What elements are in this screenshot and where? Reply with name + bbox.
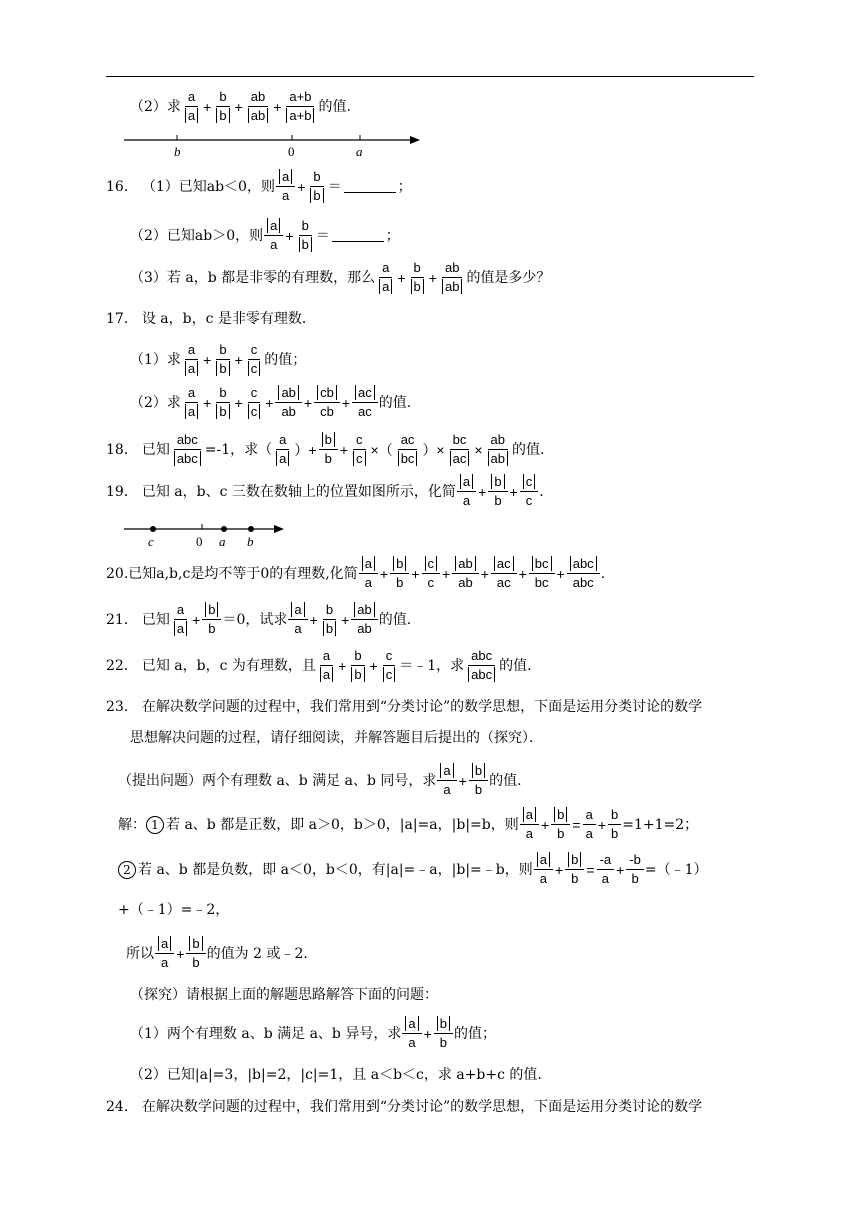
numline2-label-a: a — [219, 534, 226, 549]
answer-blank[interactable] — [332, 229, 384, 242]
fraction: $\frac{ab}{ab}$ — [245, 90, 271, 123]
q17-p1-prefix: （1）求 — [130, 351, 181, 368]
q19: 19． 已知 a，b、c 三数在数轴上的位置如图所示，化简 a a + $\frac{b}{b}$ + $\frac{c}{c}$ . — [106, 474, 544, 508]
q22-prefix: 已知 a，b，c 为有理数，且 — [141, 657, 316, 674]
circled-number: 2 — [118, 861, 136, 879]
q23-e2-text: （2）已知|a|=3，|b|=2，|c|=1，且 a＜b＜c，求 a+b+c 的值. — [130, 1067, 542, 1083]
q23-solution-1: 解： 1 若 a、b 都是正数，即 a＞0，b＞0，|a|=a，|b|=b，则 a a + $\frac{b}{b}$ = $\frac{a}{a}$ + $\frac{b}{b}$ =1+1=2； — [118, 807, 699, 841]
q17-p1-suffix: 的值； — [264, 351, 307, 368]
q15-part2: （2）求 a a + $\frac{b}{b}$ + $\frac{ab}{ab}$ + $\frac{a+b}{a+b}$ 的值. — [130, 89, 351, 123]
numline1-label-0: 0 — [288, 144, 295, 159]
fraction: $\frac{b}{b}$ — [213, 343, 232, 376]
q17-stem — [106, 312, 316, 326]
q22: 22． 已知 a，b，c 为有理数，且 a a + $\frac{b}{b}$ + $\frac{c}{c}$ ＝﹣1，求 abc abc 的值. — [106, 648, 532, 682]
q16-p3-prefix: （3）若 a，b 都是非零的有理数，那么 — [130, 269, 376, 286]
fraction: $\frac{b}{b}$ — [348, 649, 367, 682]
q16-p3-suffix: 的值是多少？ — [466, 269, 551, 286]
q15-part2-prefix: （2）求 — [130, 98, 181, 115]
fraction: $\frac{ab}{ab}$ — [275, 386, 301, 419]
q23-number: 23． — [106, 699, 138, 715]
fraction: a a — [457, 475, 476, 508]
q17-part1: （1）求 a a + $\frac{b}{b}$ + $\frac{c}{c}$ 的值； — [130, 342, 307, 376]
fraction: $\frac{cb}{cb}$ — [314, 386, 340, 419]
fraction: $\frac{c}{c}$ — [520, 475, 539, 508]
fraction: a a — [182, 343, 201, 376]
fraction: $\frac{c}{c}$ — [380, 649, 399, 682]
number-line-2 — [120, 520, 290, 550]
q23-ask-prefix: （提出问题）两个有理数 a、b 满足 a、b 同号，求 — [118, 772, 437, 789]
q23-text-2: 思想解决问题的过程，请仔细阅读，并解答题目后提出的（探究）． — [130, 730, 543, 746]
q22-suffix: 的值. — [499, 657, 532, 674]
numline1-label-b: b — [174, 144, 181, 159]
fraction: a a — [182, 90, 201, 123]
fraction: $\frac{b}{b}$ — [408, 261, 427, 294]
q17-p2-suffix: 的值. — [378, 394, 412, 411]
fraction: a a — [359, 557, 378, 590]
fraction: $\frac{b}{b}$ — [319, 433, 338, 466]
fraction: ac bc — [395, 433, 421, 466]
header-rule — [106, 76, 754, 77]
q16-part1: 16． （1）已知 ab＜0，则 a a + $\frac{b}{b}$ ＝ ； — [106, 169, 412, 203]
q20: 20. 已知a,b,c是均不等于0的有理数,化简 a a + $\frac{b}{b}$ + $\frac{c}{c}$ + $\frac{ab}{ab}$ + $\frac{ac}{ac}$ + $\frac{bc}{bc}$ + abc abc . — [106, 556, 606, 590]
q19-number: 19． — [106, 483, 138, 500]
fraction: $\frac{a}{a}$ — [583, 808, 596, 841]
q18-prefix: 已知 — [141, 441, 170, 458]
q20-number: 20. — [106, 565, 129, 582]
answer-blank[interactable] — [344, 180, 396, 193]
fraction: $\frac{ac}{ac}$ — [491, 557, 517, 590]
fraction: $\frac{b}{b}$ — [202, 603, 221, 636]
fraction: a a — [288, 603, 307, 636]
fraction: $\frac{b}{b}$ — [296, 219, 315, 252]
fraction: a a — [264, 219, 283, 252]
fraction: $\frac{c}{c}$ — [422, 557, 441, 590]
q19-text: 已知 a，b、c 三数在数轴上的位置如图所示，化简 — [141, 483, 456, 500]
q17-number: 17． — [106, 311, 138, 327]
q23-solution-2-cont — [118, 903, 229, 917]
equals: ＝ — [315, 227, 330, 244]
q21: 21． 已知 a a + $\frac{b}{b}$ ＝0，试求 a a + $\frac{b}{b}$ + $\frac{ab}{ab}$ 的值. — [106, 602, 412, 636]
fraction: $\frac{b}{b}$ — [390, 557, 409, 590]
q16-p1-cond: ab＜0，则 — [206, 178, 275, 195]
q21-suffix: 的值. — [378, 611, 412, 628]
q22-mid: ＝﹣1，求 — [399, 657, 465, 674]
fraction: a a — [402, 1017, 421, 1050]
q23-explore-2 — [130, 1068, 542, 1082]
q23-s1-text: 若 a、b 都是正数，即 a＞0，b＞0，|a|=a，|b|=b，则 — [166, 816, 519, 833]
q19-suffix: . — [539, 483, 544, 500]
q16-part3: （3）若 a，b 都是非零的有理数，那么 a a + $\frac{b}{b}$ + $\frac{ab}{ab}$ 的值是多少？ — [130, 260, 551, 294]
fraction: a a — [171, 603, 190, 636]
q18-suffix: 的值. — [512, 441, 545, 458]
q16-p2-prefix: （2）已知 — [130, 227, 195, 244]
q20-suffix: . — [600, 565, 606, 582]
q18-number: 18． — [106, 441, 138, 458]
q23-s1-tail: =1+1=2； — [622, 816, 699, 833]
fraction: $\frac{ab}{ab}$ — [439, 261, 465, 294]
q23-s2-cont: +（﹣1）=﹣2， — [118, 902, 230, 918]
equals: ＝ — [327, 178, 342, 195]
fraction: $\frac{ac}{ac}$ — [352, 386, 378, 419]
fraction: $\frac{c}{c}$ — [245, 386, 264, 419]
fraction: $\frac{c}{c}$ — [245, 343, 264, 376]
fraction: $\frac{b}{b}$ — [186, 937, 205, 970]
fraction: $\frac{b}{b}$ — [434, 1017, 453, 1050]
fraction: $\frac{b}{b}$ — [213, 386, 232, 419]
number-line-1 — [120, 130, 430, 160]
fraction: $\frac{b}{b}$ — [469, 764, 488, 797]
q23-ask-suffix: 的值. — [489, 772, 522, 789]
numline1-label-a: a — [356, 144, 363, 159]
q23-so-suffix: 的值为 2 或﹣2. — [206, 945, 308, 962]
fraction: $\frac{ab}{ab}$ — [351, 603, 377, 636]
fraction: a a — [376, 261, 395, 294]
q23-e1-suffix: 的值； — [453, 1025, 496, 1042]
fraction: abc abc — [171, 433, 204, 466]
fraction: $\frac{b}{b}$ — [565, 853, 584, 886]
q23-explore-text: （探究）请根据上面的解题思路解答下面的问题： — [130, 987, 438, 1003]
fraction: $\frac{ab}{ab}$ — [452, 557, 478, 590]
fraction: abc abc — [465, 649, 498, 682]
fraction: $\frac{b}{b}$ — [551, 808, 570, 841]
fraction: a a — [276, 170, 295, 203]
fraction: a a — [273, 433, 292, 466]
q17-p2-prefix: （2）求 — [130, 394, 181, 411]
fraction: $\frac{-a}{a}$ — [597, 853, 615, 886]
q16-number: 16． — [106, 178, 138, 195]
q23-line1 — [106, 700, 702, 714]
numline2-label-b: b — [247, 534, 254, 549]
q16-p1-prefix: （1）已知 — [141, 178, 207, 195]
q24-number: 24． — [106, 1099, 138, 1115]
q20-text: 已知a,b,c是均不等于0的有理数,化简 — [128, 565, 358, 582]
q23-explore-1: （1）两个有理数 a、b 满足 a、b 异号，求 a a + $\frac{b}{b}$ 的值； — [130, 1016, 496, 1050]
fraction: a a — [182, 386, 201, 419]
fraction: $\frac{bc}{ac}$ — [447, 433, 473, 466]
q21-mid: ＝0，试求 — [222, 611, 288, 628]
q23-explore — [130, 988, 438, 1002]
q23-solution-label: 解： — [118, 816, 146, 833]
q17-stem-text: 设 a，b，c 是非零有理数． — [141, 311, 316, 327]
q23-line2 — [130, 731, 543, 745]
numline2-label-0: 0 — [196, 534, 203, 549]
fraction: $\frac{-b}{b}$ — [626, 853, 644, 886]
q18: 18． 已知 abc abc =-1，求（ a a ）+ $\frac{b}{b}$ + $\frac{c}{c}$ ×（ ac bc ）× $\frac{bc}{ac}$ × $\frac{ab}{ab}$ 的值. — [106, 432, 545, 466]
fraction: $\frac{b}{b}$ — [213, 90, 232, 123]
q23-so-prefix: 所以 — [126, 945, 154, 962]
fraction: abc abc — [567, 557, 600, 590]
fraction: $\frac{b}{b}$ — [320, 603, 339, 636]
fraction: $\frac{b}{b}$ — [488, 475, 507, 508]
q23-s2-tail: =（﹣1） — [644, 861, 708, 878]
fraction: a a — [317, 649, 336, 682]
fraction: a a — [437, 764, 456, 797]
q15-part2-suffix: 的值. — [318, 98, 351, 115]
q17-part2: （2）求 a a + $\frac{b}{b}$ + $\frac{c}{c}$ + $\frac{ab}{ab}$ + $\frac{cb}{cb}$ + $\frac{ac}{ac}$ 的值. — [130, 385, 412, 419]
fraction: $\frac{a+b}{a+b}$ — [283, 90, 317, 123]
semicolon: ； — [385, 227, 400, 244]
q21-number: 21． — [106, 611, 138, 628]
q24-line1 — [106, 1100, 702, 1114]
fraction: $\frac{bc}{bc}$ — [529, 557, 555, 590]
fraction: $\frac{c}{c}$ — [350, 433, 369, 466]
q23-s2-text: 若 a、b 都是负数，即 a＜0，b＜0，有|a|=﹣a，|b|=﹣b，则 — [138, 861, 533, 878]
q23-solution-2: 2 若 a、b 都是负数，即 a＜0，b＜0，有|a|=﹣a，|b|=﹣b，则 a a + $\frac{b}{b}$ = $\frac{-a}{a}$ + $\frac{-b}{b}$ =（﹣1） — [118, 853, 708, 886]
q23-text-1: 在解决数学问题的过程中，我们常用到“分类讨论”的数学思想，下面是运用分类讨论的数学 — [141, 699, 703, 715]
fraction: $\frac{b}{b}$ — [608, 808, 621, 841]
fraction: a a — [155, 937, 174, 970]
q23-ask: （提出问题）两个有理数 a、b 满足 a、b 同号，求 a a + $\frac{b}{b}$ 的值. — [118, 763, 522, 797]
q16-part2: （2）已知 ab＞0，则 a a + $\frac{b}{b}$ ＝ ； — [130, 218, 400, 252]
q16-p2-cond: ab＞0，则 — [194, 227, 264, 244]
q22-number: 22． — [106, 657, 138, 674]
fraction: a a — [520, 808, 539, 841]
circled-number: 1 — [146, 816, 164, 834]
fraction: $\frac{b}{b}$ — [307, 170, 326, 203]
q18-mid: =-1，求（ — [204, 441, 273, 458]
q21-prefix: 已知 — [141, 611, 170, 628]
q23-e1-prefix: （1）两个有理数 a、b 满足 a、b 异号，求 — [130, 1025, 402, 1042]
fraction: a a — [534, 853, 553, 886]
fraction: $\frac{ab}{ab}$ — [485, 433, 511, 466]
numline2-label-c: c — [148, 534, 154, 549]
semicolon: ； — [397, 178, 412, 195]
q23-conclusion: 所以 a a + $\frac{b}{b}$ 的值为 2 或﹣2. — [126, 936, 308, 970]
q24-text-1: 在解决数学问题的过程中，我们常用到“分类讨论”的数学思想，下面是运用分类讨论的数学 — [141, 1099, 703, 1115]
